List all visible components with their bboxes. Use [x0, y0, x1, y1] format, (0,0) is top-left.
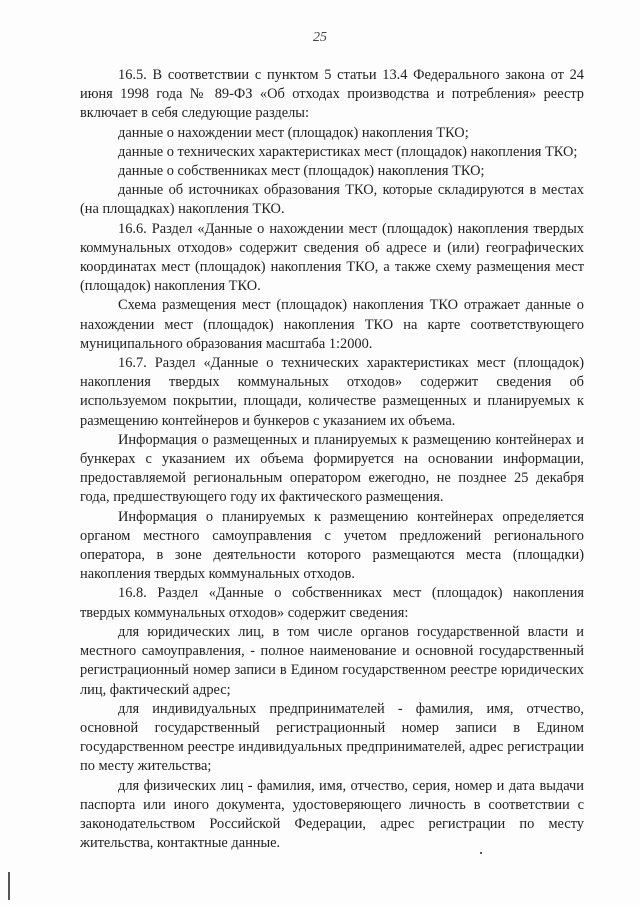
paragraph: данные о технических характеристиках мест (площадок) накопления ТКО; [118, 143, 578, 160]
paragraph: Информация о планируемых к размещению контейнерах определяется органом местного самоуправления с учетом предложений регионального оператора, в зоне деятельности которого размещаются места (площадки) накопления твердых коммунальных отходов. [80, 508, 584, 583]
paragraph: 16.8. Раздел «Данные о собственниках мест (площадок) накопления твердых коммунальных отходов» содержит сведения: [80, 585, 584, 621]
document-body [80, 66, 584, 853]
scan-mark [8, 872, 10, 900]
paragraph: для физических лиц - фамилия, имя, отчество, серия, номер и дата выдачи паспорта или иного документа, удостоверяющего личность в соответствии с законодательством Российской Федерации, адрес регистрации по месту жительства, контактные данные. [80, 777, 584, 852]
scan-mark [480, 852, 482, 854]
paragraph: Информация о размещенных и планируемых к размещению контейнерах и бункерах с указанием их объема формируется на основании информации, предоставляемой региональным оператором ежегодно, не позднее 25 декабря года, предшествующего году их фактического размещения. [80, 431, 584, 506]
paragraph: для юридических лиц, в том числе органов государственной власти и местного самоуправления, - полное наименование и основной государственный регистрационный номер записи в Едином государственном реестре юридических лиц, фактический адрес; [80, 623, 584, 698]
paragraph: 16.6. Раздел «Данные о нахождении мест (площадок) накопления твердых коммунальных отходов» содержит сведения об адресе и (или) географических координатах мест (площадок) накопления ТКО, а также схему размещения мест (площадок) накопления ТКО. [80, 220, 584, 295]
paragraph: данные о нахождении мест (площадок) накопления ТКО; [118, 124, 469, 141]
paragraph: Схема размещения мест (площадок) накопления ТКО отражает данные о нахождении мест (площадок) накопления ТКО на карте соответствующего муниципального образования масштаба 1:2000. [80, 297, 584, 352]
paragraph: 16.5. В соответствии с пунктом 5 статьи 13.4 Федерального закона от 24 июня 1998 года № 89-ФЗ «Об отходах производства и потребления» реестр включает в себя следующие разделы: [80, 67, 584, 122]
paragraph: данные об источниках образования ТКО, которые складируются в местах (на площадках) накопления ТКО. [80, 182, 584, 218]
paragraph: 16.7. Раздел «Данные о технических характеристиках мест (площадок) накопления твердых коммунальных отходов» содержит сведения об используемом покрытии, площади, количестве размещенных и планируемых к размещению контейнеров и бункеров с указанием их объема. [80, 355, 584, 429]
paragraph: для индивидуальных предпринимателей - фамилия, имя, отчество, основной государственный регистрационный номер записи в Едином государственном реестре индивидуальных предпринимателей, адрес регистрации по месту жительства; [80, 700, 584, 775]
page-number: 25 [313, 30, 327, 45]
paragraph: данные о собственниках мест (площадок) накопления ТКО; [118, 163, 485, 180]
